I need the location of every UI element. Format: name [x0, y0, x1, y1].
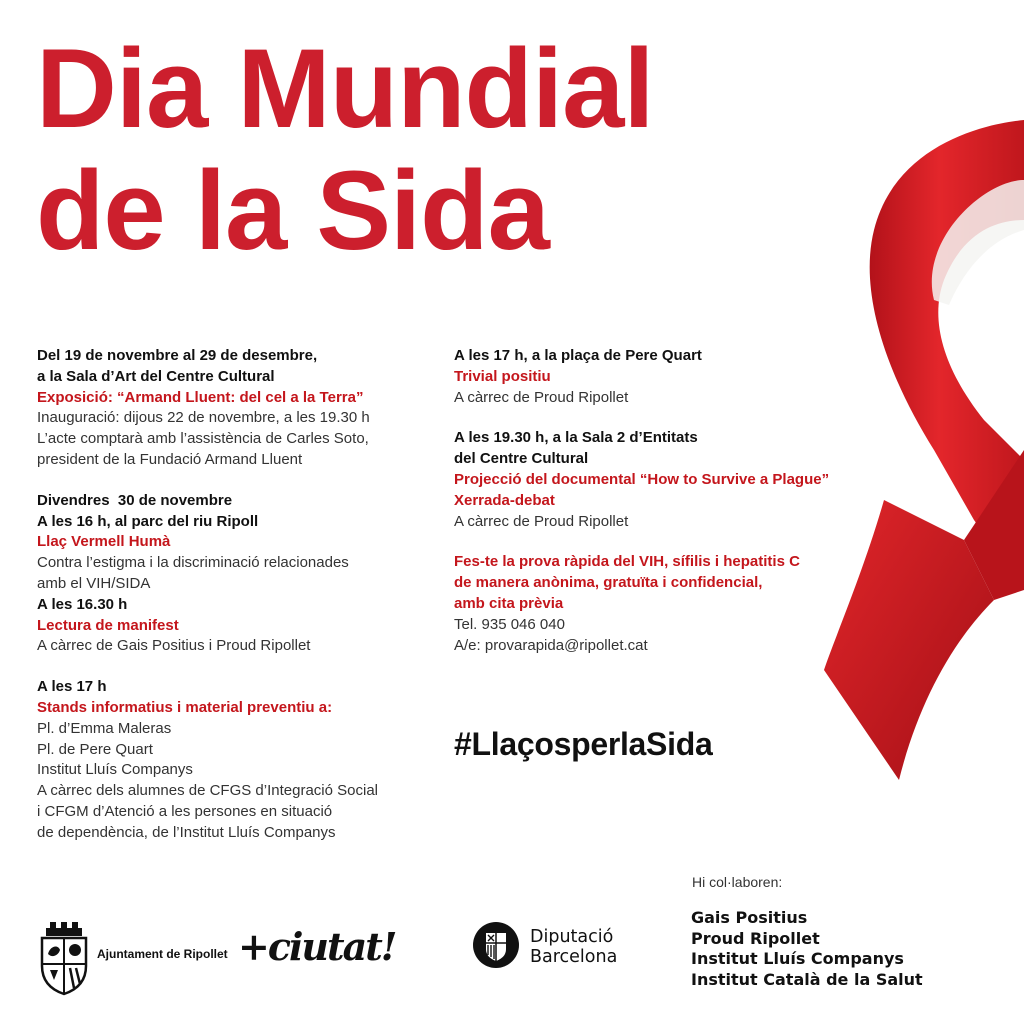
collaborator-item: Institut Lluís Companys: [691, 949, 904, 968]
right-column: [454, 346, 894, 656]
diputacio-seal-icon: [472, 921, 520, 969]
ciutat-logo: +ciutat!: [238, 924, 396, 969]
event-title: Llaç Vermell Humà: [37, 533, 171, 551]
event-title: Trivial positiu: [454, 367, 551, 385]
event-detail: A càrrec de Proud Ripollet: [454, 388, 629, 406]
event-detail: L’acte comptarà amb l’assistència de Carles Soto,: [37, 430, 369, 448]
collaborator-item: Institut Català de la Salut: [691, 969, 923, 989]
contact-phone: Tel. 935 046 040: [454, 615, 565, 633]
collaborator-item: Proud Ripollet: [691, 928, 820, 948]
event-detail: i CFGM d’Atenció a les persones en situació: [37, 802, 333, 820]
event-place: a la Sala d’Art del Centre Cultural: [37, 367, 275, 385]
diputacio-line-2: Barcelona: [530, 947, 618, 967]
event-detail: president de la Fundació Armand Lluent: [37, 450, 303, 468]
event-detail: Institut Lluís Companys: [37, 761, 193, 779]
event-place: del Centre Cultural: [454, 450, 589, 468]
event-detail: Contra l’estigma i la discriminació relacionades: [37, 554, 349, 572]
event-place: A les 17 h, a la plaça de Pere Quart: [454, 347, 702, 364]
title-line-1: Dia Mundial: [36, 26, 654, 151]
contact-email: A/e: provarapida@ripollet.cat: [454, 636, 648, 654]
event-title: Lectura de manifest: [37, 616, 179, 634]
diputacio-line-1: Diputació: [530, 927, 614, 947]
event-detail: Inauguració: dijous 22 de novembre, a les 19.30 h: [37, 409, 370, 427]
page-title: [36, 28, 653, 272]
event-date: Divendres 30 de novembre: [37, 491, 233, 509]
event-place: A les 19.30 h, a la Sala 2 d’Entitats: [454, 429, 698, 447]
event-time: A les 16.30 h: [37, 595, 128, 613]
test-headline: de manera anònima, gratuïta i confidencial,: [454, 574, 763, 592]
event-detail: A càrrec de Gais Positius i Proud Ripollet: [37, 637, 311, 655]
event-time: A les 17 h: [37, 678, 107, 696]
event-title: Exposició: “Armand Lluent: del cel a la Terra”: [37, 388, 364, 406]
event-detail: A càrrec dels alumnes de CFGS d’Integració Social: [37, 782, 378, 800]
collaborators-label: Hi col·laboren:: [692, 874, 783, 890]
event-detail: Pl. de Pere Quart: [37, 740, 153, 758]
test-headline: Fes-te la prova ràpida del VIH, sífilis i hepatitis C: [454, 553, 800, 571]
event-title: Projecció del documental “How to Survive a Plague”: [454, 470, 830, 488]
event-title: Stands informatius i material preventiu a:: [37, 698, 333, 716]
left-column: [37, 346, 457, 844]
test-headline: amb cita prèvia: [454, 594, 564, 612]
event-detail: amb el VIH/SIDA: [37, 574, 151, 592]
event-date: Del 19 de novembre al 29 de desembre,: [37, 347, 318, 364]
collaborator-item: Gais Positius: [691, 908, 808, 927]
collaborators-list: [691, 908, 923, 990]
event-detail: Pl. d’Emma Maleras: [37, 719, 172, 737]
ripollet-coat-of-arms-icon: [36, 918, 92, 996]
event-title: Xerrada-debat: [454, 491, 555, 509]
ajuntament-name: Ajuntament de Ripollet: [97, 947, 228, 961]
hashtag: #LlaçosperlaSida: [454, 726, 713, 762]
event-place: A les 16 h, al parc del riu Ripoll: [37, 512, 259, 530]
event-detail: de dependència, de l’Institut Lluís Companys: [37, 823, 336, 841]
event-detail: A càrrec de Proud Ripollet: [454, 512, 629, 530]
title-line-2: de la Sida: [36, 148, 549, 273]
diputacio-logo-text: [530, 927, 617, 967]
